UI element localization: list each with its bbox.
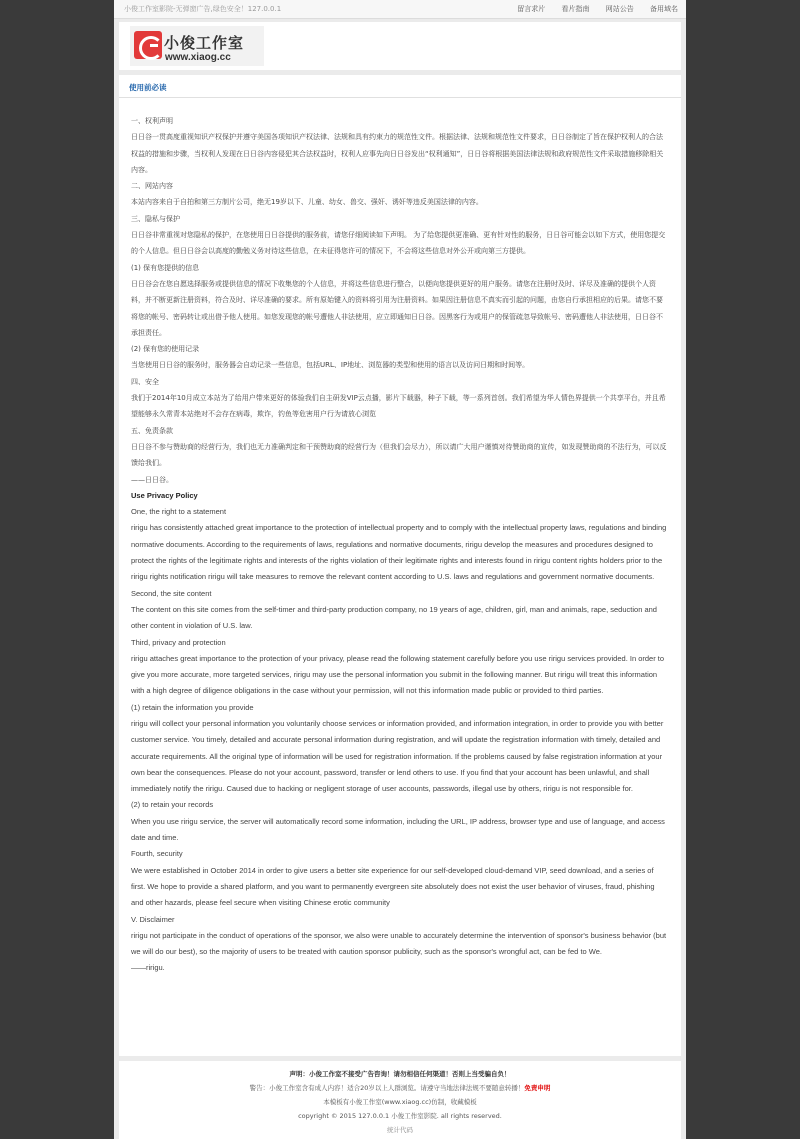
panel-title: 使用前必读 — [129, 83, 167, 92]
content-paragraph: (2) to retain your records — [131, 800, 214, 810]
footer-copyright: copyright © 2015 127.0.0.1 小俊工作室影院. all rights reserved. — [298, 1112, 502, 1120]
content-paragraph: 四、安全 — [131, 377, 159, 386]
content-paragraph: 日日谷会在您自愿选择服务或提供信息的情况下收集您的个人信息，并将这些信息进行整合，以便向您提供更好的用户服务。请您在注册时及时、详尽及准确的提供个人资料，并不断更新注册资料，符合及时、详尽准确的要求。所有原始键入的资料将引用为注册资料。如果因注册信息不真实而引起的问题，由您自行承担相应的后果。请您不要将您的帐号、密码转让或出借予他人使用。如您发现您的帐号遭他人非法使用，应立即通知日日谷。因黑客行为或用户的保管疏忽导致帐号、密码遭他人非法使用，日日谷不承担责任。 — [131, 279, 663, 337]
top-link-request-movie[interactable]: 留言求片 — [517, 5, 546, 13]
site-logo[interactable] — [130, 26, 264, 66]
content-paragraph: When you use ririgu service, the server will automatically record some information, including the URL, IP address, browser type and use of language, and access date and time. — [131, 816, 665, 843]
content-paragraph: ririgu attaches great importance to the protection of your privacy, please read the following statement carefully before you use ririgu services provided. In order to give you more accurate, more targeted services, ririgu may use the personal information you submit in the following manner. But ririgu will treat this information with a high degree of diligence obligations in the case without your permission, will not this information made public or provided to third parties. — [131, 653, 665, 696]
footer-disclaimer-link[interactable]: 免责申明 — [524, 1084, 551, 1092]
footer-warning-text: 警告：小俊工作室含有成人内容！适合20岁以上人群浏览。请遵守当地法律法规不要随意转播！ — [249, 1084, 525, 1092]
content-paragraph: 一、权利声明 — [131, 117, 173, 125]
top-links — [503, 4, 678, 14]
content-paragraph: Second, the site content — [131, 588, 212, 598]
footer-template-note: 本模板有小俊工作室(www.xiaog.cc)仿制，收藏模板 — [323, 1098, 477, 1106]
content-paragraph: ririgu will collect your personal information you voluntarily choose services or information provided, and information integration, in order to provide you with better customer service. You timely, detailed and accurate personal information during registration, and will update the registration information with timely, detailed and accurate requirements. All the original type of information will be used for registration information. If the problems caused by false registration information at your own bear the consequences. Please do not your account, password, transfer or lend others to use. If you find that your account has been unlawful, and shall immediately notify the ririgu. Caused due to hacking or negligent storage of user accounts, passwords, illegal use by others, ririgu is not responsible for. — [131, 718, 664, 794]
content-paragraph: The content on this site comes from the self-timer and third-party production company, no 19 years of age, children, girl, man and animals, rape, seduction and other content in violation of U.S. law. — [131, 604, 657, 631]
content-paragraph: Fourth, security — [131, 849, 183, 859]
content-paragraph: (1) 保有您提供的信息 — [131, 263, 200, 272]
content-paragraph: ririgu not participate in the conduct of operations of the sponsor, we also were unable to accurately determine the intervention of sponsor's business behavior (but we will do our best), so the majority of users to be treated with caution sponsor publicity, such as the sponsor's wrongful act, can be fed to We. — [131, 930, 667, 957]
content-paragraph: 日日谷非常重视对您隐私的保护，在您使用日日谷提供的服务前，请您仔细阅读如下声明。 为了给您提供更准确、更有针对性的服务，日日谷可能会以如下方式，使用您提交的个人信息。但日日谷会以高度的勤勉义务对待这些信息，在未征得您许可的情况下，不会将这些信息对外公开或向第三方提供。 — [131, 231, 666, 256]
content-paragraph: One, the right to a statement — [131, 507, 227, 517]
content-paragraph: 我们于2014年10月成立本站为了给用户带来更好的体验我们自主研发VIP云点播，影片下载器，种子下载，等一系列首创。我们希望为华人情色界提供一个共享平台，并且希望能够永久常青本站绝对不会存在病毒，欺诈，钓鱼等危害用户行为请放心浏览 — [131, 394, 666, 419]
content-paragraph: ——日日谷。 — [131, 475, 173, 484]
footer-statement: 声明：小俊工作室不接受广告咨询！请勿相信任何渠道！否则上当受骗自负！ — [289, 1070, 511, 1078]
content-paragraph: 日日谷一贯高度重视知识产权保护并遵守美国各项知识产权法律、法规和具有约束力的规范性文件。根据法律、法规和规范性文件要求，日日谷制定了旨在保护权利人的合法权益的措施和步骤，当权利人发现在日日谷内容侵犯其合法权益时，权利人应事先向日日谷发出“权利通知”，日日谷将根据美国法律法规和政府规范性文件采取措施移除相关内容。 — [131, 133, 664, 174]
content-paragraph: Use Privacy Policy — [131, 490, 198, 500]
logo-mark-icon — [134, 31, 162, 59]
content-paragraph: 本站内容来自于自拍和第三方制片公司，绝无19岁以下、儿童、幼女、兽交、强奸、诱奸等违反美国法律的内容。 — [131, 198, 483, 207]
content-paragraph: 二、网站内容 — [131, 182, 173, 191]
footer-warning — [119, 1083, 681, 1092]
content-paragraph: (1) retain the information you provide — [131, 702, 254, 712]
site-tagline: 小俊工作室影院-无弹窗广告,绿色安全！127.0.0.1 — [124, 5, 282, 13]
page-wrapper — [114, 0, 686, 1139]
footer — [119, 1061, 681, 1139]
top-link-viewing-guide[interactable]: 看片指南 — [561, 5, 590, 13]
notice-content — [131, 113, 669, 977]
content-paragraph: ririgu has consistently attached great importance to the protection of intellectual property and to comply with the intellectual property laws, regulations and binding normative documents. According to the requirements of laws, regulations and normative documents, ririgu develop the measures and procedures designed to protect the rights of the legitimate rights and interests of the rights violation of their legitimate rights and interests found in ririgu content rights holders prior to the ririgu rights notification ririgu will take measures to remove the relevant content according to U.S. laws and regulations and government normative documents. — [131, 523, 667, 582]
logo-url: www.xiaog.cc — [165, 52, 231, 63]
logo-name: 小俊工作室 — [164, 34, 245, 52]
content-paragraph: ——ririgu. — [131, 963, 165, 973]
top-link-announcement[interactable]: 网站公告 — [605, 5, 634, 13]
panel-header — [119, 75, 681, 98]
content-paragraph: We were established in October 2014 in order to give users a better site experience for our self-developed cloud-demand VIP, seed download, and a series of first. We hope to provide a shared platform, and you want to permanently evergreen site absolutely does not exist the user behavior of viruses, fraud, phishing and other hazards, please feel secure when visiting Chinese erotic community — [131, 865, 655, 908]
content-paragraph: 当您使用日日谷的服务时，服务器会自动记录一些信息，包括URL、IP地址、浏览器的类型和使用的语言以及访问日期和时间等。 — [131, 361, 530, 370]
content-paragraph: 五、免责条款 — [131, 426, 173, 435]
notice-panel — [119, 75, 681, 1056]
content-paragraph: V. Disclaimer — [131, 914, 175, 924]
content-paragraph: (2) 保有您的使用记录 — [131, 345, 200, 354]
footer-stats-link[interactable]: 统计代码 — [387, 1126, 413, 1134]
header — [119, 22, 681, 70]
content-paragraph: Third, privacy and protection — [131, 637, 226, 647]
top-link-backup-domain[interactable]: 备用域名 — [650, 5, 678, 13]
content-paragraph: 日日谷不参与赞助商的经营行为，我们也无力准确判定和干预赞助商的经营行为（但我们会尽力），所以请广大用户谨慎对待赞助商的宣传，如发现赞助商的不法行为，可以反馈给我们。 — [131, 442, 667, 468]
top-bar — [114, 0, 686, 19]
content-paragraph: 三、隐私与保护 — [131, 214, 180, 223]
